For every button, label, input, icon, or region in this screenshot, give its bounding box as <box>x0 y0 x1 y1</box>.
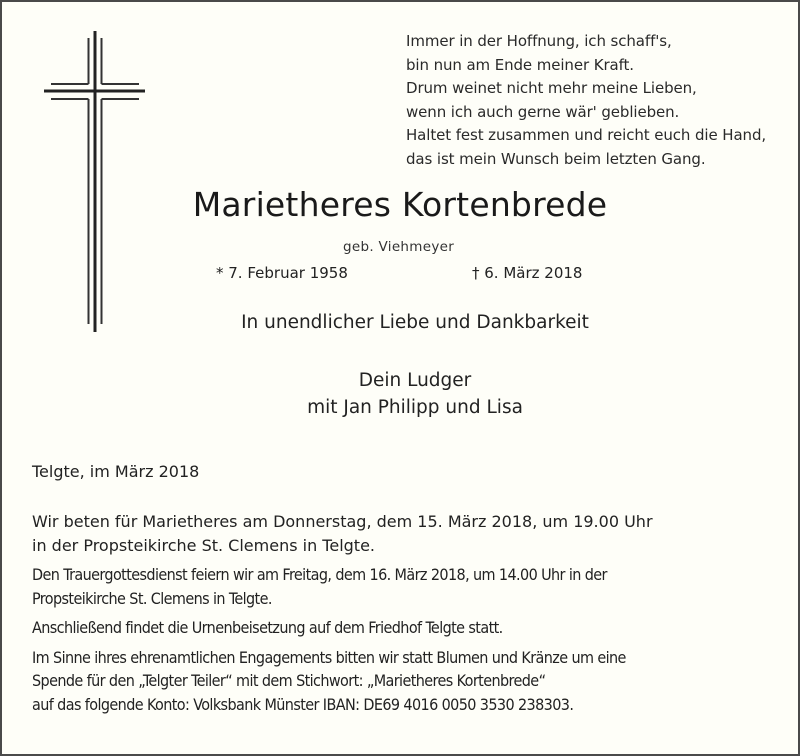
poem-line: das ist mein Wunsch beim letzten Gang. <box>406 149 706 168</box>
deceased-name-text: Marietheres Kortenbrede <box>192 185 608 224</box>
memorial-poem <box>406 30 766 171</box>
text-line: in der Propsteikirche St. Clemens in Telgte. <box>32 535 376 555</box>
burial-paragraph <box>32 616 792 640</box>
funeral-service-paragraph <box>32 563 792 610</box>
signer-line: mit Jan Philipp und Lisa <box>307 397 523 418</box>
text-line: Propsteikirche St. Clemens in Telgte. <box>32 588 272 608</box>
signers <box>2 367 798 421</box>
service-details <box>32 510 792 722</box>
poem-line: wenn ich auch gerne wär' geblieben. <box>406 102 680 121</box>
deceased-name <box>2 185 798 224</box>
text-line: Wir beten für Marietheres am Donnerstag, dem 15. März 2018, um 19.00 Uhr <box>32 512 653 531</box>
donation-paragraph <box>32 646 792 717</box>
text-line: Im Sinne ihres ehrenamtlichen Engagements bitten wir statt Blumen und Kränze um eine <box>32 647 626 667</box>
poem-line: Haltet fest zusammen und reicht euch die Hand, <box>406 126 767 144</box>
poem-line: Drum weinet nicht mehr meine Lieben, <box>406 79 697 97</box>
dedication: In unendlicher Liebe und Dankbarkeit <box>241 312 589 333</box>
poem-line: Immer in der Hoffnung, ich schaff's, <box>406 32 672 50</box>
place-date: Telgte, im März 2018 <box>32 462 200 481</box>
birth-date: * 7. Februar 1958 <box>216 264 348 282</box>
poem-line: bin nun am Ende meiner Kraft. <box>406 55 634 74</box>
cross-icon <box>2 2 202 362</box>
maiden-name: geb. Viehmeyer <box>343 239 455 255</box>
signer-line: Dein Ludger <box>358 370 472 391</box>
prayer-paragraph <box>32 510 792 557</box>
text-line: auf das folgende Konto: Volksbank Münster IBAN: DE69 4016 0050 3530 238303. <box>32 694 574 714</box>
text-line: Anschließend findet die Urnenbeisetzung auf dem Friedhof Telgte statt. <box>32 618 503 637</box>
death-date: † 6. März 2018 <box>472 264 583 282</box>
text-line: Den Trauergottesdienst feiern wir am Freitag, dem 16. März 2018, um 14.00 Uhr in der <box>32 565 607 584</box>
text-line: Spende für den „Telgter Teiler“ mit dem Stichwort: „Marietheres Kortenbrede“ <box>32 671 546 690</box>
